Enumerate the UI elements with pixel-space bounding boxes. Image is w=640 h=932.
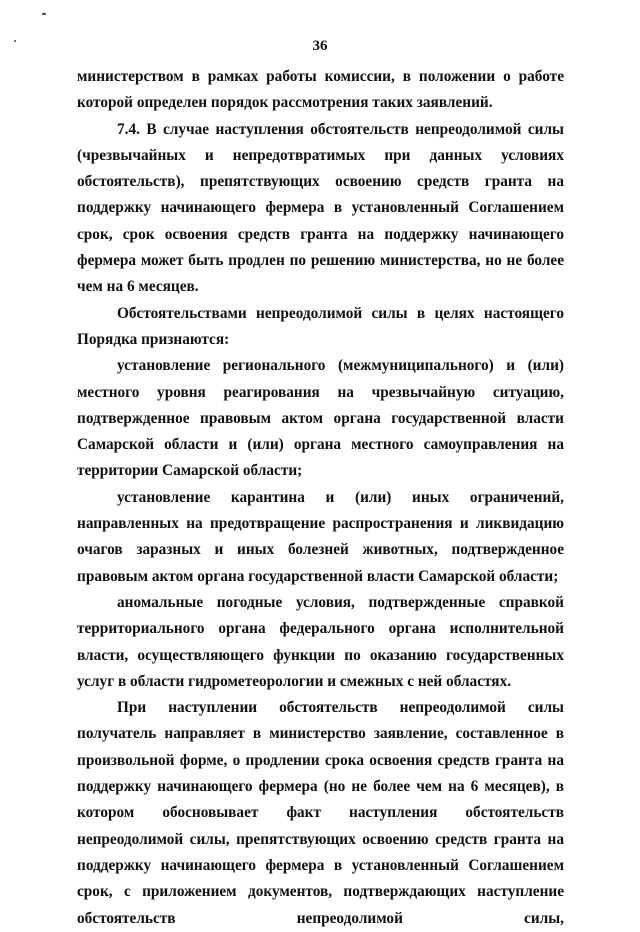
page-number: 36 [312,38,328,54]
scan-speck [42,13,46,15]
paragraph-continuation: министерством в рамках работы комиссии, в положении о работе которой определен порядок рассмотрения таких заявлений. [77,68,564,112]
paragraph-quarantine: установление карантина и (или) иных ограничений, направленных на предотвращение распространения и ликвидацию очагов заразных и иных болезней животных, подтвержденное правовым актом органа государственной власти Самарской области; [77,488,564,585]
paragraph-force-majeure-intro: Обстоятельствами непреодолимой силы в целях настоящего Порядка признаются: [77,304,564,348]
paragraph-7-4: 7.4. В случае наступления обстоятельств непреодолимой силы (чрезвычайных и непредотвратимых при данных условиях обстоятельств), препятствующих освоению средств гранта на поддержку начинающего фермера в установленный Соглашением срок, срок освоения средств гранта на поддержку начинающего фермера может быть продлен по решению министерства, но не более чем на 6 месяцев. [77,120,564,296]
document-body [77,64,564,932]
paragraph-emergency-response: установление регионального (межмуниципального) и (или) местного уровня реагирования на чрезвычайную ситуацию, подтвержденное правовым актом органа государственной власти Самарской области и (или) органа местного самоуправления на территории Самарской области; [77,357,564,480]
paragraph-weather: аномальные погодные условия, подтвержденные справкой территориального органа федерального органа исполнительной власти, осуществляющего функции по оказанию государственных услуг в области гидрометеорологии и смежных с ней областях. [77,593,564,690]
paragraph-application: При наступлении обстоятельств непреодолимой силы получатель направляет в министерство заявление, составленное в произвольной форме, о продлении срока освоения средств гранта на поддержку начинающего фермера (но не более чем на 6 месяцев), в котором обосновывает факт наступления обстоятельств непреодолимой силы, препятствующих освоению средств гранта на поддержку начинающего фермера в установленный Соглашением срок, с приложением документов, подтверждающих наступление обстоятельств непреодолимой силы, [77,699,564,927]
